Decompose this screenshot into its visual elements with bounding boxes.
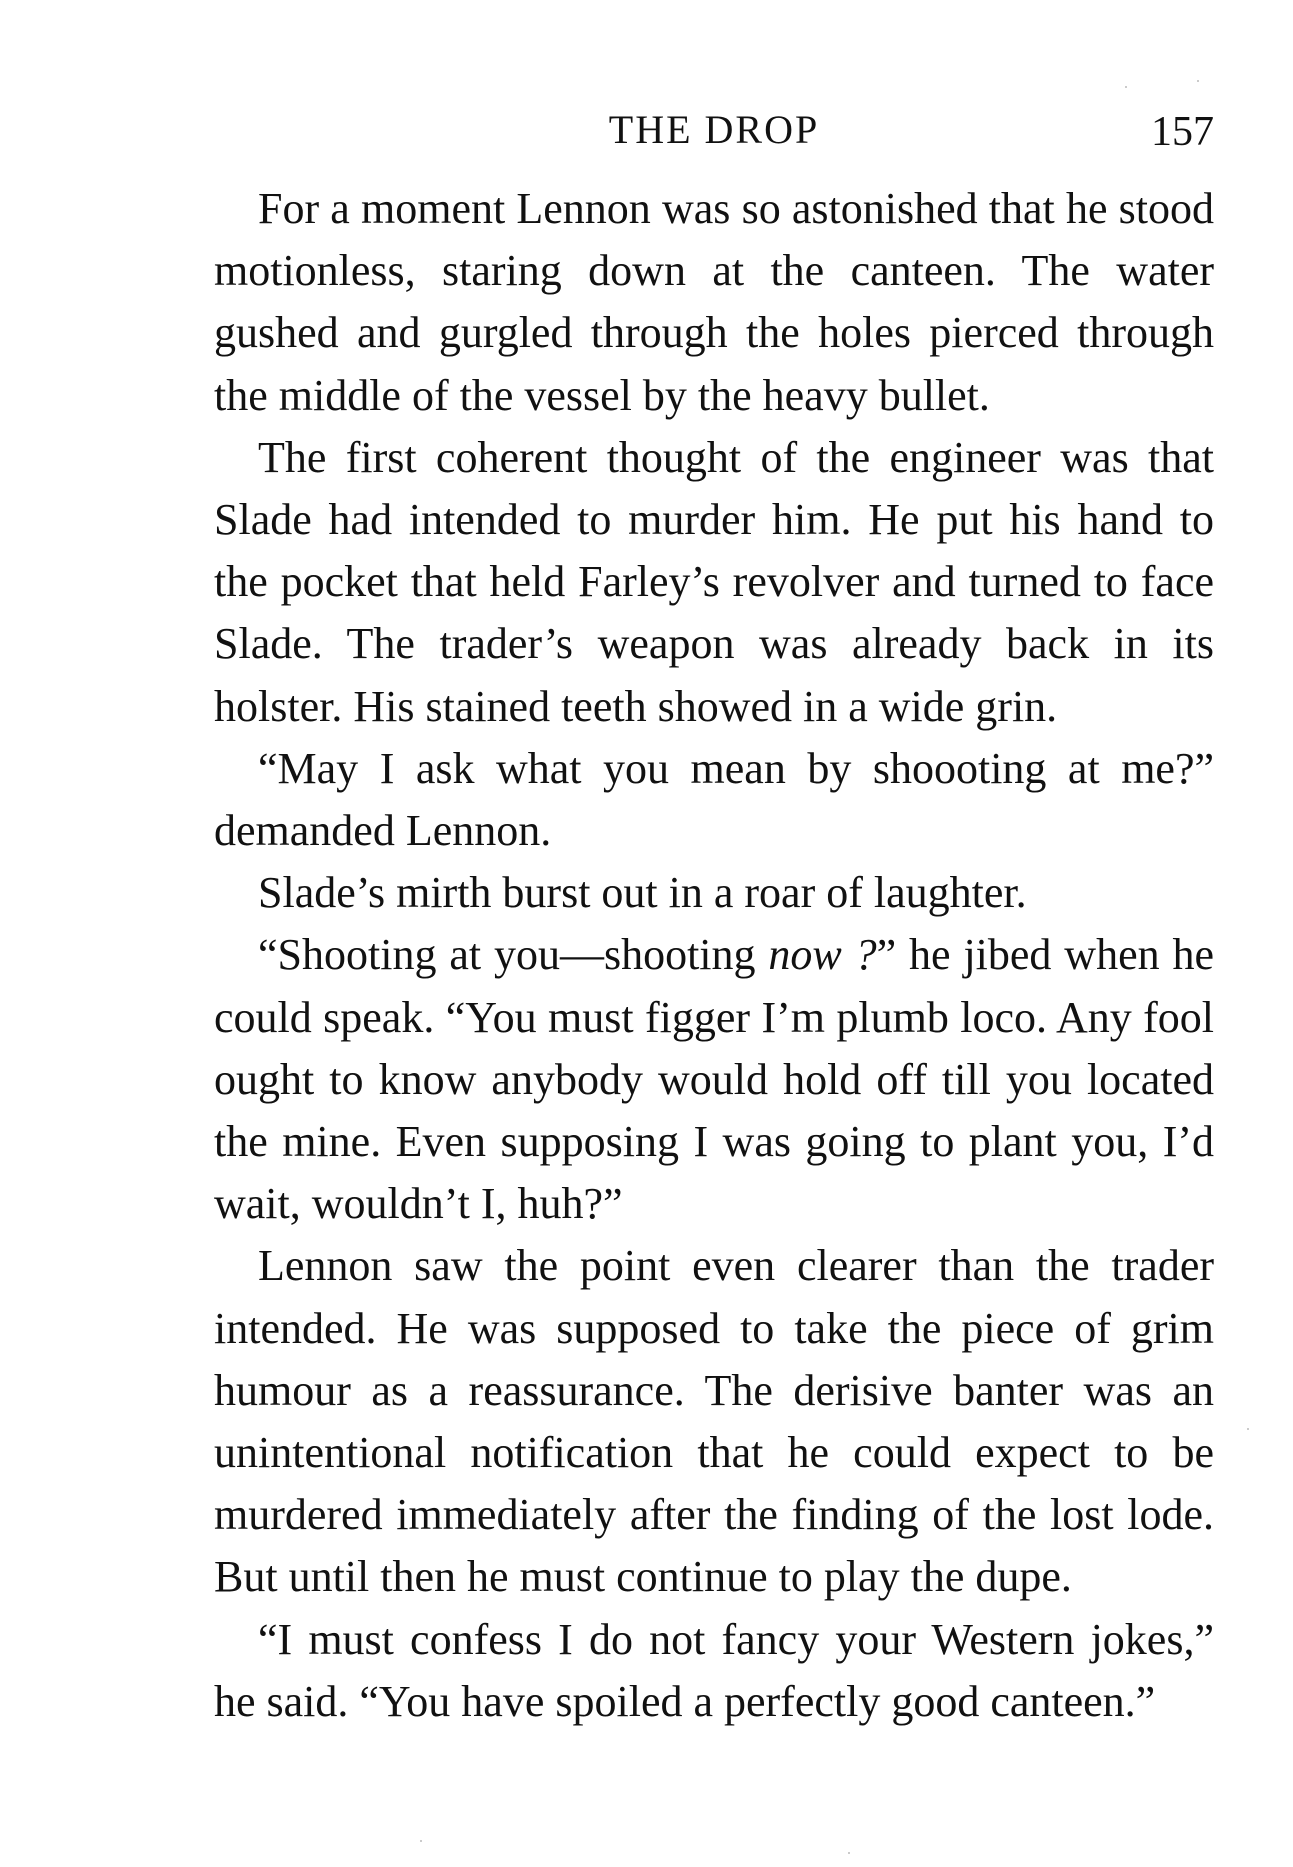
paragraph: For a moment Lennon was so astonished that he stood motionless, staring down at the canteen. The water gushed and gurgled through the holes pierced through the middle of the vessel by the heavy bullet. <box>214 184 1214 420</box>
paragraph-text: “Shooting at you—shooting <box>258 930 769 980</box>
scan-speck <box>1125 86 1127 88</box>
scan-speck <box>1247 1428 1249 1430</box>
running-title: THE DROP <box>608 107 820 152</box>
scan-speck <box>420 1840 422 1842</box>
scan-speck <box>1197 80 1199 82</box>
page-number: 157 <box>1151 109 1214 155</box>
paragraph: The first coherent thought of the engineer was that Slade had intended to murder him. He put his hand to the pocket that held Farley’s revolver and turned to face Slade. The trader’s weapon was already back in its holster. His stained teeth showed in a wide grin. <box>214 432 1214 731</box>
body-text <box>214 178 1214 1733</box>
paragraph-text: ” he jibed when he could speak. “You must figger I’m plumb loco. Any fool ought to know anybody would hold off till you located the mine. Even supposing I was going to plant you, I’d wait, wouldn’t I, huh?” <box>214 930 1215 1229</box>
running-head <box>214 100 1214 160</box>
paragraph: “I must confess I do not fancy your Western jokes,” he said. “You have spoiled a perfectly good canteen.” <box>214 1614 1214 1726</box>
paragraph: Slade’s mirth burst out in a roar of laughter. <box>258 868 1027 918</box>
italic-emphasis: now ? <box>768 930 877 980</box>
paragraph <box>214 924 1214 1235</box>
paragraph: “May I ask what you mean by shoooting at me?” demanded Lennon. <box>214 743 1214 856</box>
paragraph: Lennon saw the point even clearer than the trader intended. He was supposed to take the piece of grim humour as a reassurance. The derisive banter was an unintentional notification that he could expect to be murdered immediately after the finding of the lost lode. But until then he must continue to play the dupe. <box>214 1241 1214 1602</box>
scan-speck <box>848 1852 850 1854</box>
